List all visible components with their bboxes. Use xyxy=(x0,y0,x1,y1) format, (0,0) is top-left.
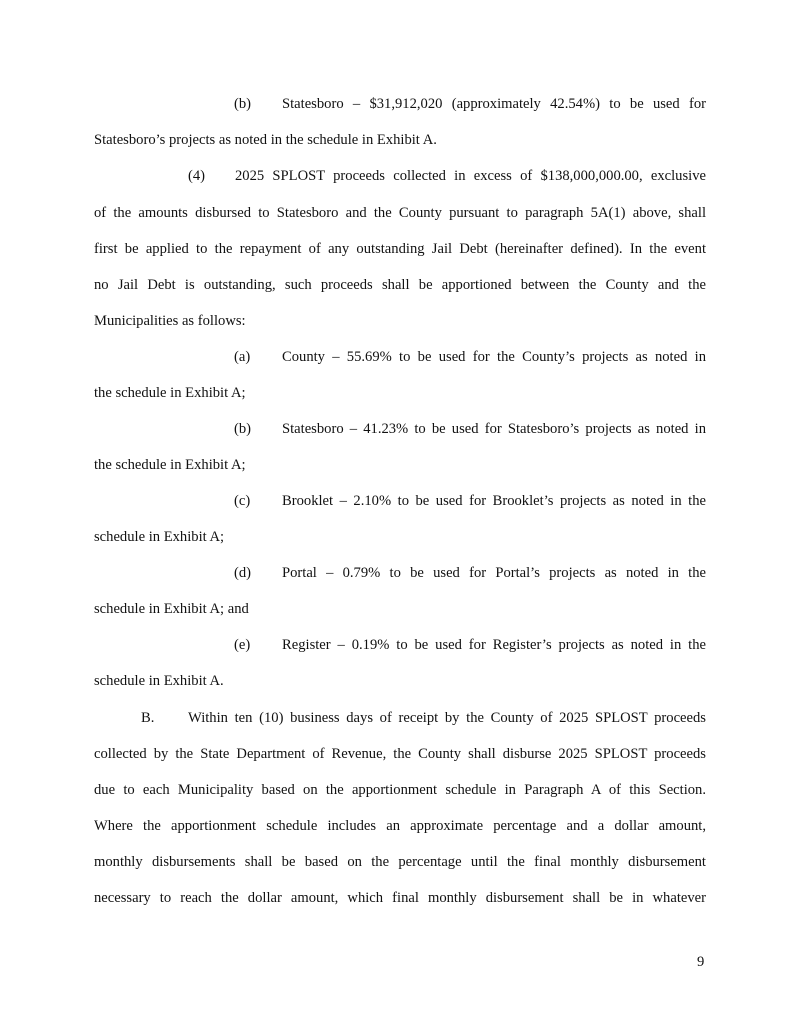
text-line: first be applied to the repayment of any outstanding Jail Debt (hereinafter defined). In the event xyxy=(94,241,706,257)
text-line: schedule in Exhibit A. xyxy=(94,673,224,689)
text-line: the schedule in Exhibit A; xyxy=(94,385,246,401)
item-text-statesboro-amount: Statesboro – $31,912,020 (approximately 42.54%) to be used for xyxy=(282,96,706,112)
page-number: 9 xyxy=(697,954,705,970)
item-label-c: (c) xyxy=(234,493,251,509)
text-line: monthly disbursements shall be based on the percentage until the final monthly disbursement xyxy=(94,854,706,870)
text-line: due to each Municipality based on the apportionment schedule in Paragraph A of this Section. xyxy=(94,782,706,798)
item-label-e: (e) xyxy=(234,637,251,653)
text-line: necessary to reach the dollar amount, which final monthly disbursement shall be in whatever xyxy=(94,890,706,906)
paragraph-4-text: 2025 SPLOST proceeds collected in excess of $138,000,000.00, exclusive xyxy=(235,168,706,184)
text-line: no Jail Debt is outstanding, such proceeds shall be apportioned between the County and the xyxy=(94,277,706,293)
item-text-brooklet: Brooklet – 2.10% to be used for Brooklet’s projects as noted in the xyxy=(282,493,706,509)
item-text-register: Register – 0.19% to be used for Register’s projects as noted in the xyxy=(282,637,706,653)
item-label-d: (d) xyxy=(234,565,252,581)
item-label-b: (b) xyxy=(234,421,252,437)
text-line: the schedule in Exhibit A; xyxy=(94,457,246,473)
section-B-text: Within ten (10) business days of receipt by the County of 2025 SPLOST proceeds xyxy=(188,710,706,726)
item-text-county: County – 55.69% to be used for the County’s projects as noted in xyxy=(282,349,706,365)
text-line: Where the apportionment schedule includes an approximate percentage and a dollar amount, xyxy=(94,818,706,834)
item-label-b: (b) xyxy=(234,96,252,112)
item-text-portal: Portal – 0.79% to be used for Portal’s projects as noted in the xyxy=(282,565,706,581)
text-line: collected by the State Department of Revenue, the County shall disburse 2025 SPLOST proceeds xyxy=(94,746,706,762)
text-line: Municipalities as follows: xyxy=(94,313,246,329)
item-text-statesboro: Statesboro – 41.23% to be used for Statesboro’s projects as noted in xyxy=(282,421,706,437)
text-line: of the amounts disbursed to Statesboro and the County pursuant to paragraph 5A(1) above, shall xyxy=(94,205,706,221)
text-line: schedule in Exhibit A; xyxy=(94,529,225,545)
paragraph-label-4: (4) xyxy=(188,168,206,184)
text-line: Statesboro’s projects as noted in the schedule in Exhibit A. xyxy=(94,132,437,148)
item-label-a: (a) xyxy=(234,349,251,365)
section-label-B: B. xyxy=(141,710,155,726)
text-line: schedule in Exhibit A; and xyxy=(94,601,249,617)
